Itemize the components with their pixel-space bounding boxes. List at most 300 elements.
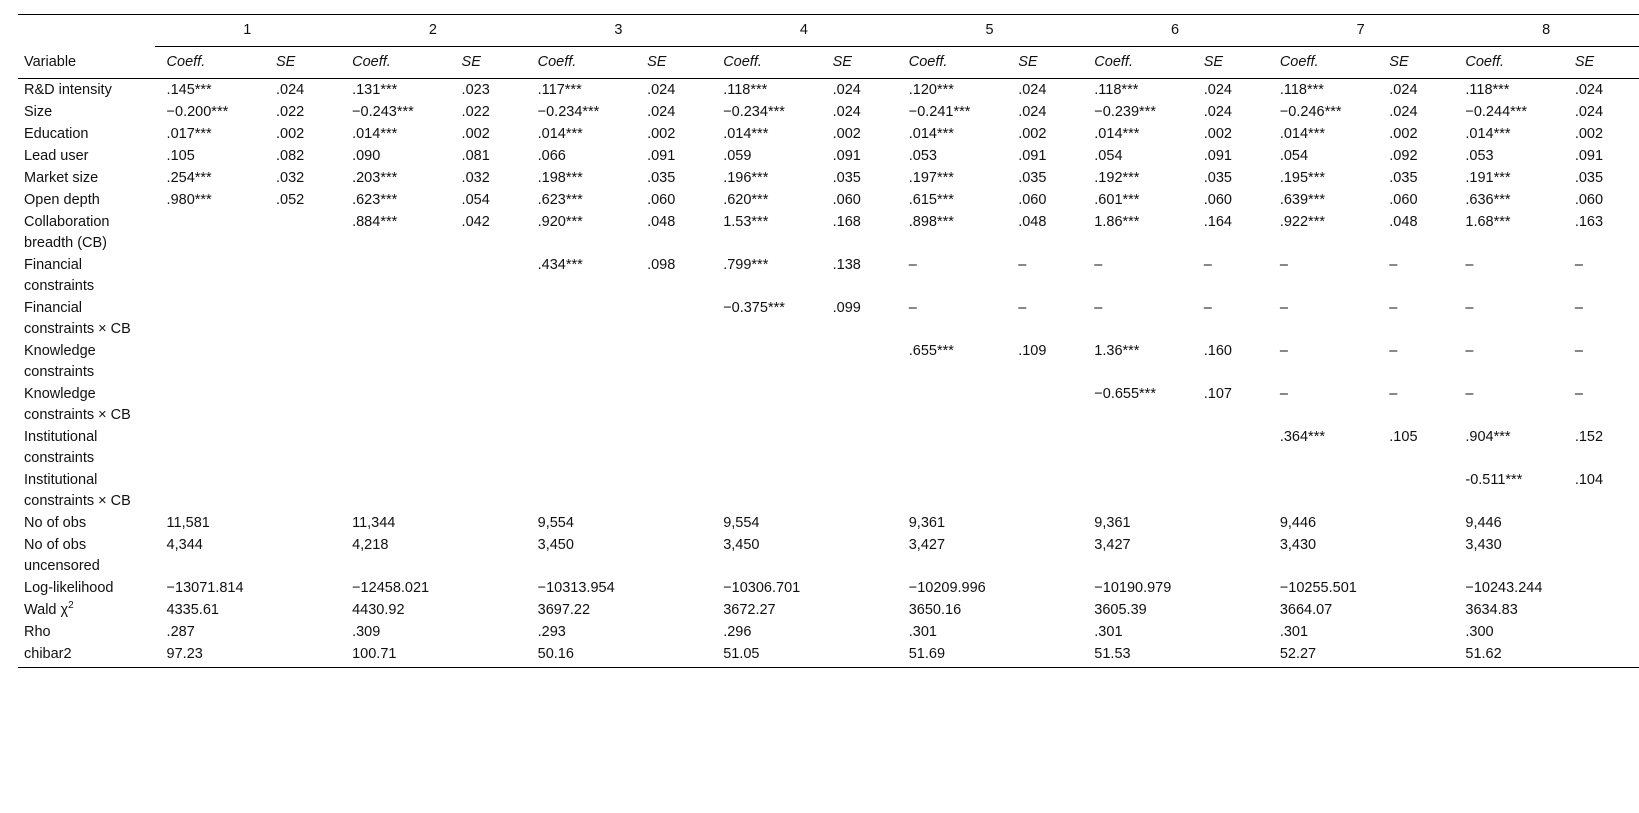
se-cell [821,577,897,599]
coeff-cell: .980*** [166,192,212,208]
coeff-cell [526,340,635,383]
se-column-header: SE [450,47,526,79]
coeff-cell: – [1279,300,1288,316]
se-cell: – [1203,300,1212,316]
table-row [18,145,1639,167]
coeff-cell: −0.200*** [166,104,229,120]
coeff-cell: .014*** [908,126,954,142]
se-cell: .002 [1203,126,1232,142]
coeff-cell: 97.23 [155,643,264,668]
coeff-cell [1082,469,1191,512]
coeff-column-header: Coeff. [340,47,449,79]
coeff-column-header: Coeff. [1268,47,1377,79]
coeff-cell: 4,218 [352,537,389,553]
se-cell: .152 [1574,429,1604,445]
coeff-cell: .014*** [1094,126,1140,142]
coeff-cell: 11,344 [352,515,396,531]
se-cell [821,621,897,643]
se-cell [264,297,340,340]
table-row [18,340,1639,383]
se-cell [1192,621,1268,643]
se-cell: .024 [1203,104,1232,120]
coeff-cell: .655*** [908,343,954,359]
coeff-cell: .364*** [1279,429,1325,445]
coeff-cell: .623*** [537,192,583,208]
se-cell [1006,643,1082,668]
se-cell [450,512,526,534]
se-cell: .109 [1018,343,1047,359]
se-cell: .091 [647,148,676,164]
se-cell [635,340,711,383]
se-cell: .032 [276,170,305,186]
coeff-cell: −10313.954 [537,580,615,596]
se-cell [450,383,526,426]
coeff-cell: .118*** [1279,82,1324,98]
se-cell: .022 [461,104,490,120]
se-cell [635,534,711,577]
coeff-cell: .287 [166,624,195,640]
coeff-cell: .203*** [352,170,398,186]
coeff-column-header: Coeff. [711,47,820,79]
se-cell [264,621,340,643]
coeff-cell: .301 [1279,624,1309,640]
se-cell: .164 [1203,214,1232,230]
coeff-cell: −10306.701 [723,580,801,596]
se-cell [264,469,340,512]
coeff-cell: 3697.22 [537,602,591,618]
header-corner-blank [18,15,155,47]
coeff-cell: 1.86*** [1094,214,1140,230]
coeff-cell: 3,450 [723,537,760,553]
se-column-header: SE [635,47,711,79]
se-cell [635,599,711,621]
coeff-cell [340,426,449,469]
variable-name-cell: Education [24,126,89,142]
table-row [18,512,1639,534]
coeff-cell [155,340,264,383]
coeff-cell: −10255.501 [1279,580,1357,596]
variable-name-cell: Rho [24,624,51,640]
coeff-cell: 9,554 [537,515,574,531]
se-cell [1006,599,1082,621]
se-cell: .081 [461,148,490,164]
se-column-header: SE [1006,47,1082,79]
se-cell [264,426,340,469]
se-cell [1377,643,1453,668]
se-cell: – [1574,257,1583,273]
coeff-cell [711,383,820,426]
se-cell: .054 [461,192,490,208]
table-row [18,621,1639,643]
se-cell: .060 [1203,192,1232,208]
coeff-cell: −10243.244 [1465,580,1543,596]
se-cell: .107 [1203,386,1232,402]
coeff-cell: -0.511*** [1465,472,1523,488]
se-cell [821,643,897,668]
coeff-cell: – [1465,300,1474,316]
se-cell [264,643,340,668]
coeff-cell [897,426,1006,469]
coeff-cell [526,469,635,512]
coeff-cell: .601*** [1094,192,1140,208]
coeff-cell: .636*** [1465,192,1511,208]
se-cell: .091 [1574,148,1604,164]
se-cell: .002 [832,126,861,142]
se-cell [1192,599,1268,621]
se-cell [821,383,897,426]
se-cell [1192,534,1268,577]
se-cell: .099 [832,300,861,316]
coeff-cell: −0.375*** [723,300,785,316]
coeff-cell: – [1465,343,1474,359]
variable-column-header: Variable [18,47,155,79]
coeff-cell [526,383,635,426]
se-cell: – [1018,257,1027,273]
coeff-cell: .118*** [1465,82,1510,98]
coeff-cell: .118*** [1094,82,1139,98]
se-cell: .048 [647,214,676,230]
coeff-cell [340,297,449,340]
coeff-cell: .054 [1279,148,1309,164]
se-cell [264,512,340,534]
se-cell: .023 [461,82,490,98]
se-cell [1192,469,1268,512]
se-cell: .002 [1018,126,1047,142]
se-cell: .060 [1018,192,1047,208]
coeff-cell: 1.68*** [1465,214,1511,230]
se-cell: .024 [1018,104,1047,120]
se-cell: .091 [1203,148,1232,164]
se-cell: .098 [647,257,676,273]
se-cell [1006,512,1082,534]
variable-name-cell: Open depth [24,192,100,208]
se-cell [635,297,711,340]
coeff-cell [1082,426,1191,469]
coeff-cell: .639*** [1279,192,1325,208]
se-cell: – [1574,343,1583,359]
coeff-cell: 9,361 [1094,515,1131,531]
table-row [18,297,1639,340]
variable-name-cell: Institutional constraints [24,429,98,466]
variable-name-cell: Lead user [24,148,89,164]
coeff-cell: .014*** [1465,126,1511,142]
coeff-cell: .053 [1465,148,1494,164]
table-row [18,599,1639,621]
se-cell: .105 [1389,429,1418,445]
coeff-cell [155,254,264,297]
se-cell [635,643,711,668]
se-cell: .024 [1574,104,1604,120]
coeff-cell: .117*** [537,82,582,98]
coeff-cell: .066 [537,148,566,164]
coeff-cell: – [1279,343,1288,359]
se-column-header: SE [264,47,340,79]
coeff-cell: .301 [1094,624,1123,640]
se-cell [264,383,340,426]
se-cell [635,577,711,599]
coeff-cell: 9,361 [908,515,946,531]
model-number-header: 5 [897,15,1083,47]
se-cell: – [1389,386,1398,402]
se-column-header: SE [1563,47,1639,79]
coeff-column-header: Coeff. [1082,47,1191,79]
se-cell [1006,469,1082,512]
coeff-cell: −12458.021 [352,580,430,596]
se-cell [450,599,526,621]
se-cell: .168 [832,214,861,230]
se-cell [450,621,526,643]
se-column-header: SE [1377,47,1453,79]
se-cell [821,512,897,534]
se-cell: .002 [276,126,305,142]
se-cell: – [1389,300,1398,316]
se-cell: .024 [832,104,861,120]
se-cell: .024 [647,82,676,98]
se-cell: – [1389,343,1398,359]
coeff-cell: 3,450 [537,537,574,553]
variable-name-cell: Financial constraints [24,257,95,294]
se-cell: .035 [1018,170,1047,186]
regression-table [18,14,1639,668]
regression-table-container [18,14,1639,668]
se-cell: .032 [461,170,490,186]
coeff-cell: 100.71 [340,643,449,668]
coeff-cell: −0.241*** [908,104,971,120]
variable-name-cell: Knowledge constraints [24,343,96,380]
se-cell [1377,534,1453,577]
se-cell: .060 [1574,192,1604,208]
coeff-cell: .120*** [908,82,954,98]
model-number-header: 1 [155,15,341,47]
coeff-cell: .053 [908,148,937,164]
se-cell: .163 [1574,214,1604,230]
se-cell [1192,512,1268,534]
se-cell [1563,599,1639,621]
coeff-column-header: Coeff. [155,47,264,79]
coeff-cell: .191*** [1465,170,1511,186]
se-cell [1377,512,1453,534]
se-cell: .052 [276,192,305,208]
se-cell: .035 [1574,170,1604,186]
se-cell: .160 [1203,343,1232,359]
se-column-header: SE [1192,47,1268,79]
coeff-cell: .105 [166,148,195,164]
coeff-cell: .014*** [537,126,583,142]
coeff-cell: .014*** [352,126,398,142]
se-cell [1377,621,1453,643]
se-cell [821,534,897,577]
table-row [18,577,1639,599]
variable-name-cell: Size [24,104,53,120]
model-number-header: 6 [1082,15,1268,47]
coeff-cell: .623*** [352,192,398,208]
table-row [18,211,1639,254]
coeff-cell: .615*** [908,192,954,208]
se-cell [1377,469,1453,512]
variable-name-cell: R&D intensity [24,82,112,98]
coeff-cell: .090 [352,148,381,164]
se-cell: – [1574,300,1583,316]
coeff-cell: 3634.83 [1465,602,1518,618]
coeff-cell: 3650.16 [908,602,962,618]
coeff-cell: 51.53 [1082,643,1191,668]
table-row [18,167,1639,189]
se-cell: .048 [1389,214,1418,230]
coeff-cell: .301 [908,624,937,640]
coeff-cell: .196*** [723,170,769,186]
model-number-header: 8 [1453,15,1639,47]
coeff-cell: −0.239*** [1094,104,1156,120]
se-cell [1563,512,1639,534]
variable-name-cell: No of obs uncensored [24,537,100,574]
se-cell [821,469,897,512]
se-cell [1563,621,1639,643]
se-cell: .024 [1203,82,1232,98]
se-cell [1006,621,1082,643]
se-cell: .002 [647,126,676,142]
model-number-row [18,15,1639,47]
se-cell [1563,577,1639,599]
coeff-cell [155,383,264,426]
se-cell [821,340,897,383]
se-cell: .104 [1574,472,1604,488]
coeff-cell: .309 [352,624,381,640]
model-number-header: 7 [1268,15,1454,47]
se-cell [1192,426,1268,469]
coeff-cell: −0.655*** [1094,386,1156,402]
variable-name-cell: chibar2 [18,643,155,668]
coeff-cell: 51.62 [1453,643,1562,668]
coeff-cell: .014*** [1279,126,1325,142]
se-cell [450,469,526,512]
se-cell: .024 [1389,82,1418,98]
coeff-column-header: Coeff. [1453,47,1562,79]
se-cell [1563,643,1639,668]
se-cell [450,643,526,668]
coeff-cell: .145*** [166,82,212,98]
se-cell [635,383,711,426]
se-cell: – [1389,257,1398,273]
coeff-cell: −0.246*** [1279,104,1342,120]
coeff-cell [340,340,449,383]
coeff-cell: 3,427 [908,537,946,553]
table-body [18,79,1639,668]
se-cell [450,297,526,340]
coeff-cell [711,426,820,469]
coeff-cell [711,340,820,383]
coeff-cell: 4,344 [166,537,203,553]
se-cell: – [1574,386,1583,402]
table-row [18,254,1639,297]
coeff-cell: .198*** [537,170,583,186]
se-cell [635,512,711,534]
coeff-cell: .192*** [1094,170,1140,186]
variable-name-cell: Wald $\chi^2$ [24,600,74,618]
coeff-cell: .300 [1465,624,1494,640]
coeff-cell: −10209.996 [908,580,986,596]
coeff-cell: 1.36*** [1094,343,1140,359]
coeff-cell [711,469,820,512]
se-cell [264,211,340,254]
variable-name-cell: Market size [24,170,99,186]
coeff-cell: .131*** [352,82,398,98]
coeff-cell: .197*** [908,170,954,186]
se-cell [635,469,711,512]
coeff-cell: −0.234*** [723,104,785,120]
table-row [18,79,1639,102]
se-cell [450,534,526,577]
column-label-row [18,47,1639,79]
coeff-cell: 1.53*** [723,214,769,230]
se-cell [450,254,526,297]
se-cell [1192,577,1268,599]
se-cell: .002 [1574,126,1604,142]
se-cell: .048 [1018,214,1047,230]
coeff-cell [340,383,449,426]
coeff-column-header: Coeff. [526,47,635,79]
coeff-cell [155,469,264,512]
se-cell: .002 [1389,126,1418,142]
se-cell: – [1018,300,1027,316]
table-row [18,101,1639,123]
coeff-cell: .293 [537,624,566,640]
se-cell: .024 [276,82,305,98]
coeff-cell [526,297,635,340]
coeff-cell [155,211,264,254]
se-cell: .022 [276,104,305,120]
coeff-cell: 50.16 [526,643,635,668]
variable-name-cell: No of obs [24,515,87,531]
coeff-cell: .898*** [908,214,954,230]
se-cell [1192,643,1268,668]
coeff-cell: – [1094,300,1103,316]
table-row [18,534,1639,577]
model-number-header: 4 [711,15,897,47]
se-cell [635,426,711,469]
coeff-cell: .799*** [723,257,769,273]
se-cell: – [1203,257,1212,273]
se-cell [264,340,340,383]
coeff-cell: .014*** [723,126,769,142]
se-cell: .002 [461,126,490,142]
coeff-cell: 3,430 [1279,537,1317,553]
coeff-cell: .434*** [537,257,583,273]
table-row [18,383,1639,426]
se-cell [1006,426,1082,469]
coeff-cell: −0.244*** [1465,104,1528,120]
se-cell [1377,577,1453,599]
se-cell [264,599,340,621]
coeff-cell: .904*** [1465,429,1511,445]
variable-name-cell: Collaboration breadth (CB) [24,214,110,251]
coeff-cell: .884*** [352,214,398,230]
variable-name-cell: Knowledge constraints × CB [24,386,131,423]
coeff-cell [340,469,449,512]
coeff-cell: .054 [1094,148,1123,164]
se-column-header: SE [821,47,897,79]
se-cell: .035 [832,170,861,186]
coeff-cell [897,383,1006,426]
table-header [18,15,1639,79]
model-number-header: 3 [526,15,712,47]
se-cell [450,340,526,383]
table-row [18,189,1639,211]
coeff-cell: .296 [723,624,752,640]
se-cell: .035 [1389,170,1418,186]
variable-name-cell: Log-likelihood [24,580,114,596]
coeff-cell [155,426,264,469]
se-cell: .024 [1389,104,1418,120]
